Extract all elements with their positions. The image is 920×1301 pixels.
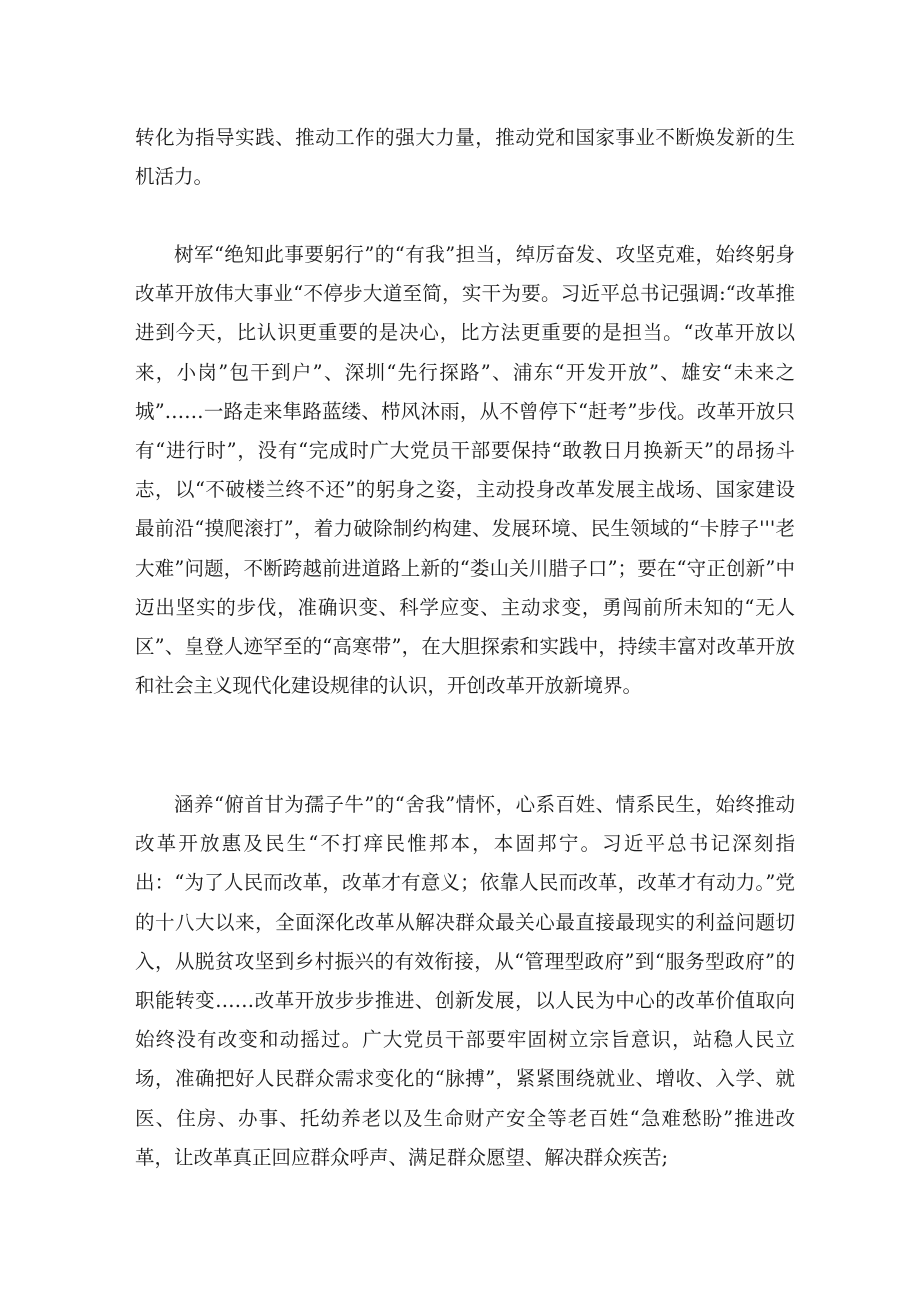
paragraph-continued: 转化为指导实践、推动工作的强大力量，推动党和国家事业不断焕发新的生机活力。 (135, 126, 795, 189)
paragraph-reform-responsibility: 树军“绝知此事要躬行”的“有我”担当，绰厉奋发、攻坚克难，始终躬身改革开放伟大事业“不停步大道至简，实干为要。习近平总书记强调:“改革推进到今天，比认识更重要的是决心，比方法更重要的是担当。“改革开放以来，小岗”包干到户”、深圳“先行探路”、浦东“开发开放”、雄安“未来之城”……一路走来隼路蓝缕、栉风沐雨，从不曾停下“赶考”步伐。改革开放只有“进行时”，没有“完成时广大党员干部要保持“敢教日月换新天”的昂扬斗志，以“不破楼兰终不还”的躬身之姿，主动投身改革发展主战场、国家建设最前沿“摸爬滚打”，着力破除制约构建、发展环境、民生领域的“卡脖子'''老大难”问题，不断跨越前进道路上新的“娄山关川腊子口”；要在“守正创新”中迈出坚实的步伐，准确识变、科学应变、主动求变，勇闯前所未知的“无人区”、皇登人迹罕至的“高寒带”，在大胆探索和实践中，持续丰富对改革开放和社会主义现代化建设规律的认识，开创改革开放新境界。 (135, 243, 795, 698)
paragraph-people-livelihood: 涵养“俯首甘为孺子牛”的“舍我”情怀，心系百姓、情系民生，始终推动改革开放惠及民生“不打痒民惟邦本，本固邦宁。习近平总书记深刻指出：“为了人民而改革，改革才有意义；依靠人民而改革，改革才有动力。”党的十八大以来，全面深化改革从解决群众最关心最直接最现实的利益问题切入，从脱贫攻坚到乡村振兴的有效衔接，从“管理型政府”到“服务型政府”的职能转变……改革开放步步推进、创新发展，以人民为中心的改革价值取向始终没有改变和动摇过。广大党员干部要牢固树立宗旨意识，站稳人民立场，准确把好人民群众需求变化的“脉搏”，紧紧围绕就业、增收、入学、就医、住房、办事、托幼养老以及生命财产安全等老百姓“急难愁盼”推进改革，让改革真正回应群众呼声、满足群众愿望、解决群众疾苦; (135, 793, 795, 1169)
